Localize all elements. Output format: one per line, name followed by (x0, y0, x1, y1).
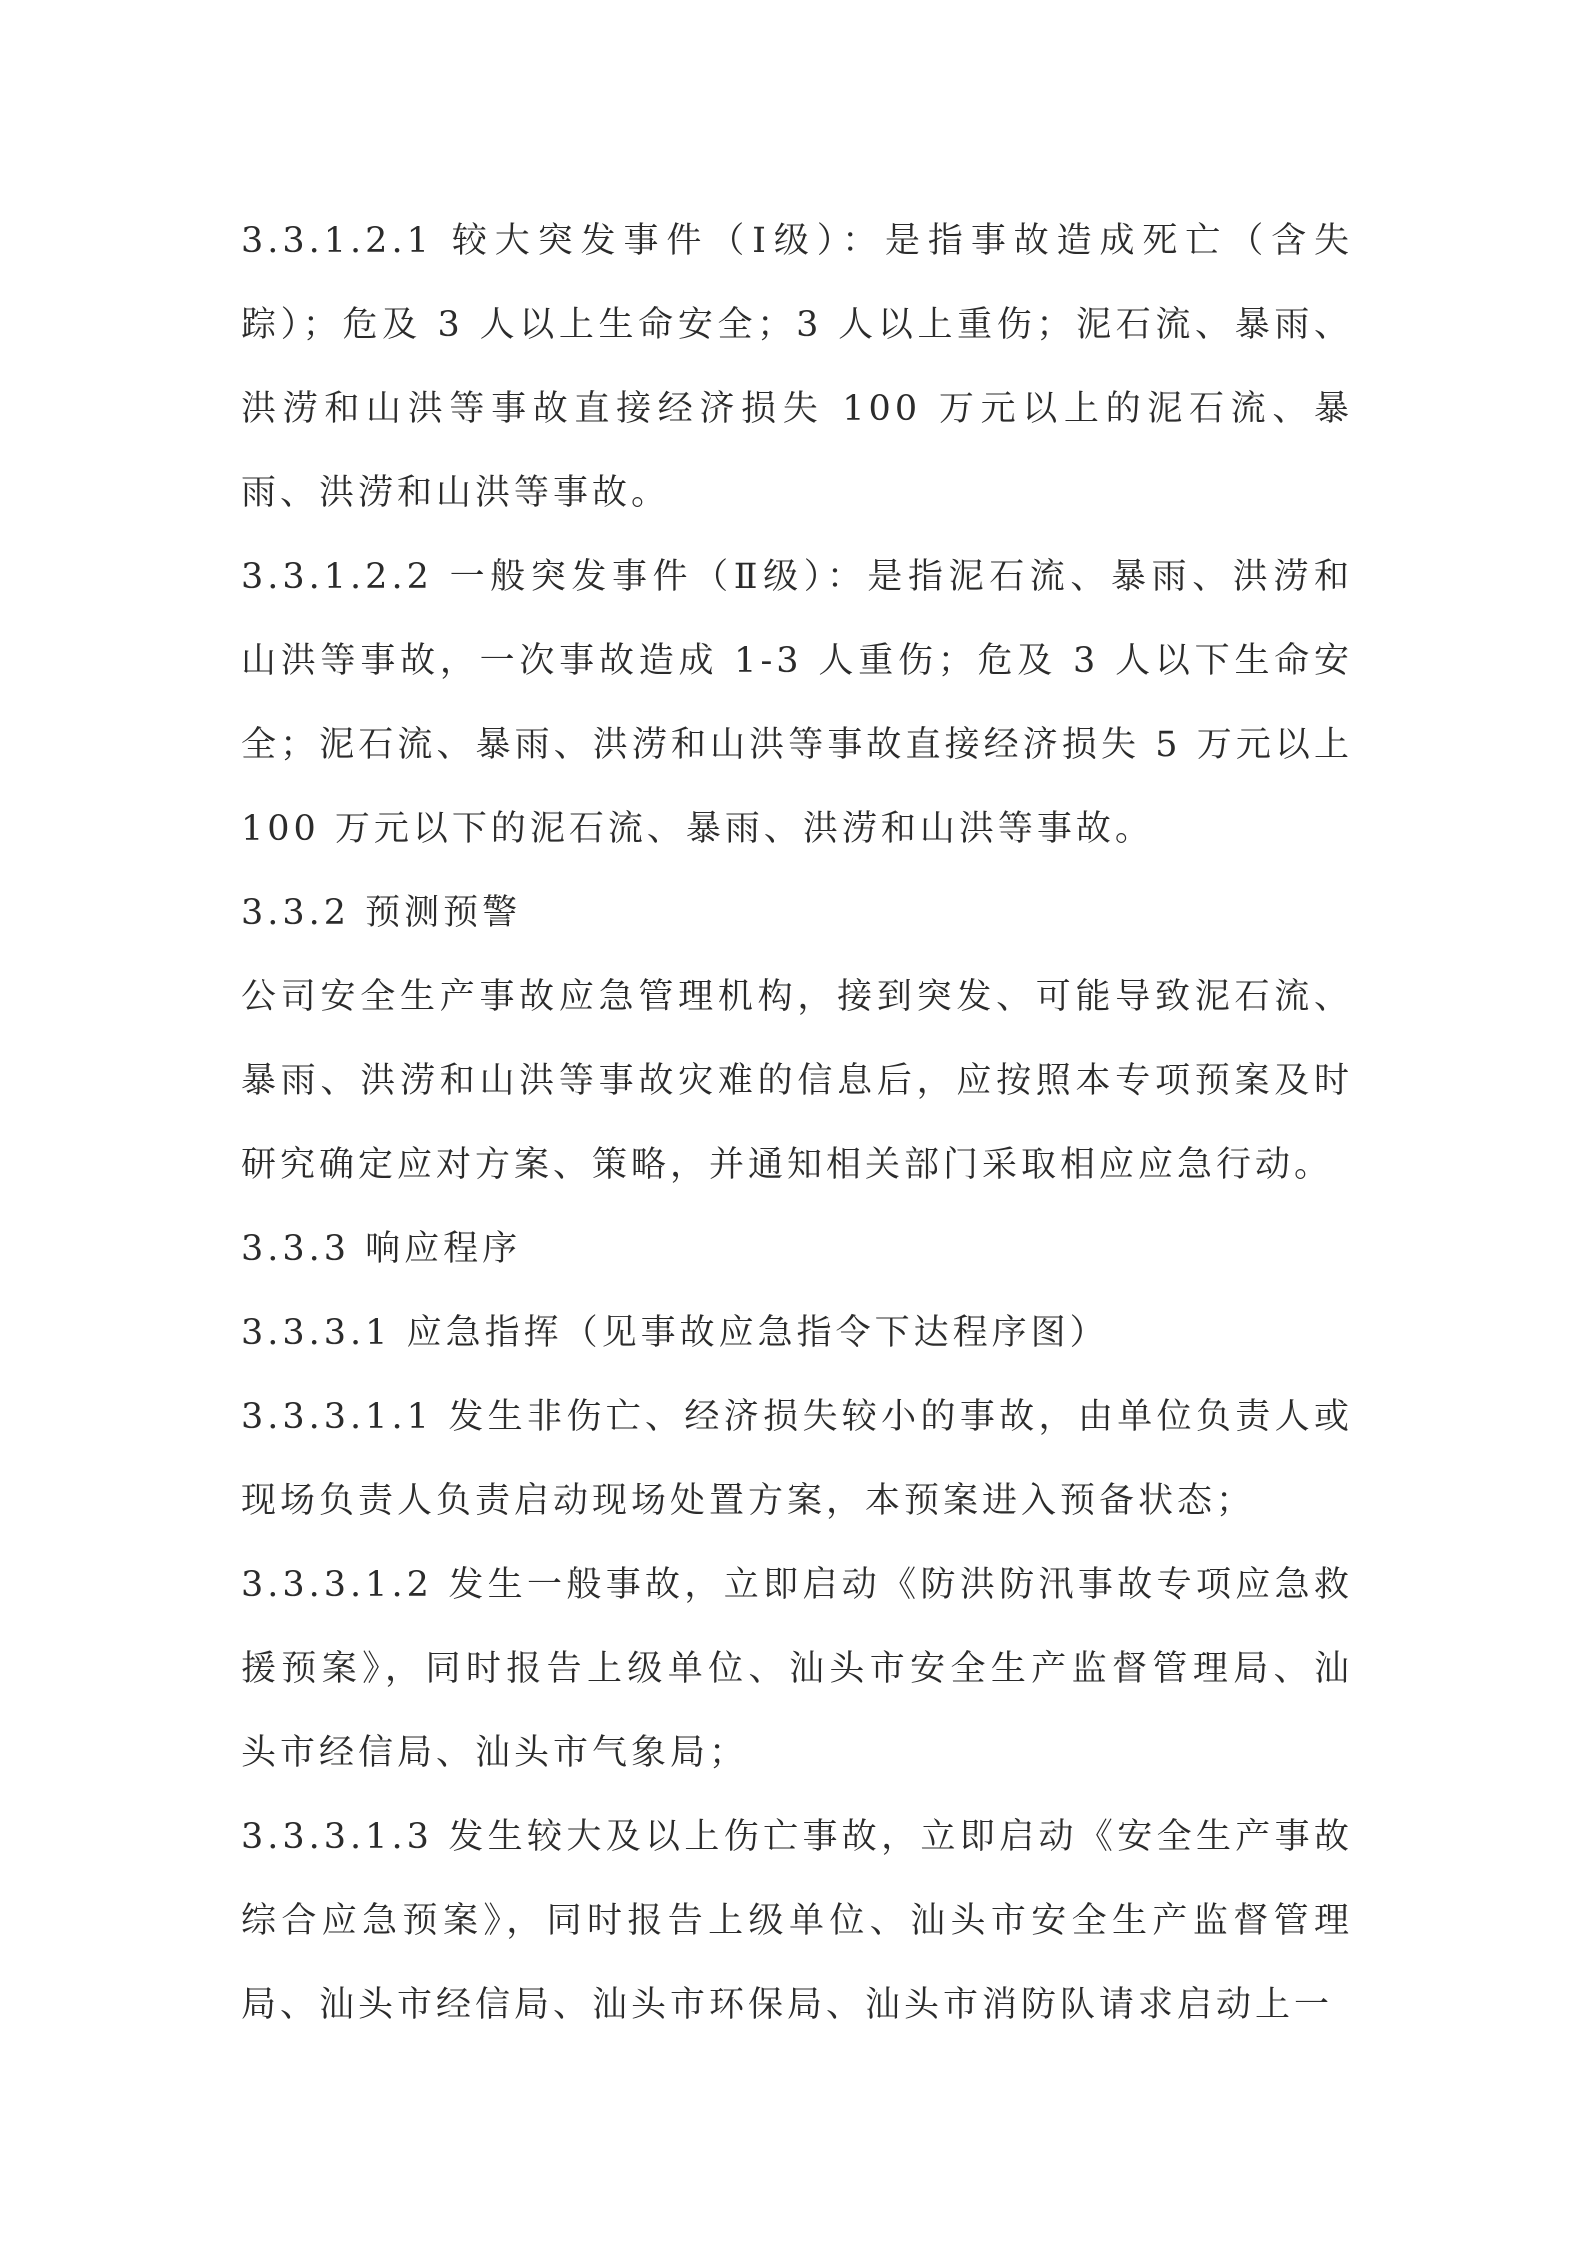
paragraph-3-3-3-1-1: 3.3.3.1.1 发生非伤亡、经济损失较小的事故，由单位负责人或现场负责人负责启动现场处置方案，本预案进入预备状态； (241, 1397, 1353, 1521)
heading-3-3-2: 3.3.2 预测预警 (241, 893, 522, 933)
heading-3-3-3: 3.3.3 响应程序 (241, 1229, 522, 1269)
paragraph-3-3-1-2-2: 3.3.1.2.2 一般突发事件（Ⅱ级）：是指泥石流、暴雨、洪涝和山洪等事故，一次事故造成 1-3 人重伤；危及 3 人以下生命安全；泥石流、暴雨、洪涝和山洪等事故直接经济损失 5 万元以上 100 万元以下的泥石流、暴雨、洪涝和山洪等事故。 (241, 557, 1353, 849)
paragraph-3-3-3-1-2: 3.3.3.1.2 发生一般事故，立即启动《防洪防汛事故专项应急救援预案》，同时报告上级单位、汕头市安全生产监督管理局、汕头市经信局、汕头市气象局； (241, 1565, 1353, 1773)
document-body (241, 199, 1353, 2047)
paragraph-forecast-warning: 公司安全生产事故应急管理机构，接到突发、可能导致泥石流、暴雨、洪涝和山洪等事故灾难的信息后，应按照本专项预案及时研究确定应对方案、策略，并通知相关部门采取相应应急行动。 (241, 977, 1353, 1185)
paragraph-3-3-3-1-3: 3.3.3.1.3 发生较大及以上伤亡事故，立即启动《安全生产事故综合应急预案》，同时报告上级单位、汕头市安全生产监督管理局、汕头市经信局、汕头市环保局、汕头市消防队请求启动上一 (241, 1817, 1353, 2025)
paragraph-3-3-1-2-1: 3.3.1.2.1 较大突发事件（Ⅰ级）：是指事故造成死亡（含失踪）；危及 3 人以上生命安全；3 人以上重伤；泥石流、暴雨、洪涝和山洪等事故直接经济损失 100 万元以上的泥石流、暴雨、洪涝和山洪等事故。 (241, 221, 1353, 513)
heading-3-3-3-1: 3.3.3.1 应急指挥（见事故应急指令下达程序图） (241, 1313, 1109, 1353)
